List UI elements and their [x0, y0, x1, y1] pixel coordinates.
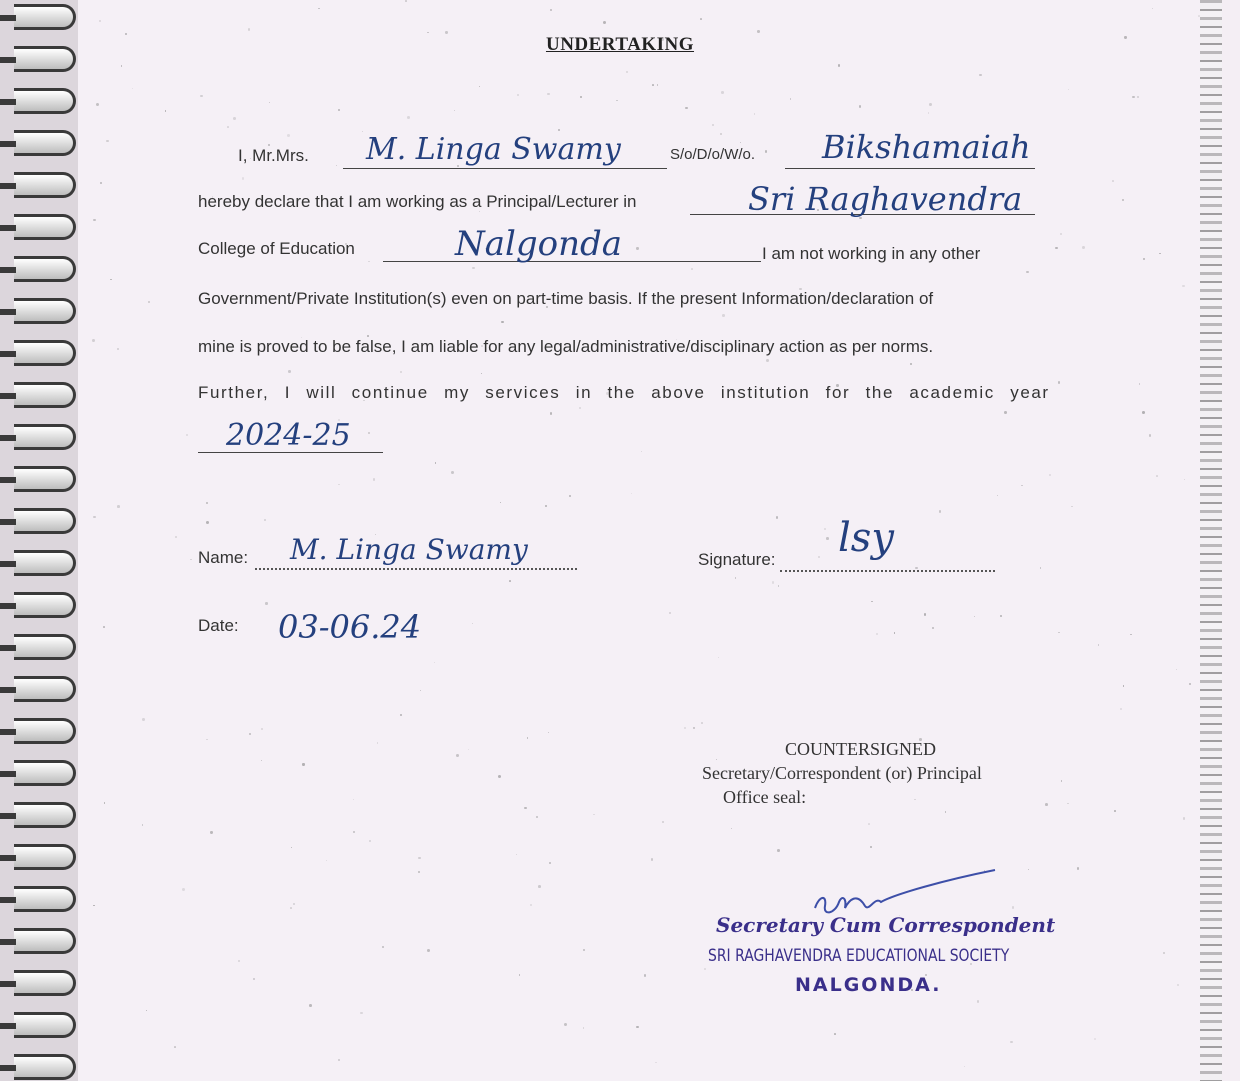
scan-speck — [1142, 411, 1145, 414]
parent-name-handwritten: Bikshamaiah — [822, 128, 1031, 166]
academic-year-handwritten: 2024-25 — [226, 418, 351, 453]
scan-speck — [186, 434, 188, 436]
scan-speck — [500, 502, 501, 503]
name-label: Name: — [198, 548, 249, 567]
binding-coil — [14, 718, 76, 744]
binding-coil — [14, 424, 76, 450]
date-label: Date: — [198, 616, 239, 635]
binding-coil — [14, 760, 76, 786]
binding-coil — [14, 886, 76, 912]
scan-speck — [626, 71, 627, 72]
scan-speck — [264, 519, 266, 521]
countersigned-by: Secretary/Correspondent (or) Principal — [702, 763, 982, 783]
scan-speck — [146, 1010, 147, 1011]
binding-coil — [14, 508, 76, 534]
seal-city: NALGONDA. — [795, 974, 942, 996]
scan-speck — [932, 627, 934, 629]
scan-speck — [945, 811, 946, 812]
scan-speck — [1012, 906, 1014, 908]
scan-speck — [1198, 15, 1200, 17]
scan-speck — [868, 823, 870, 825]
scan-speck — [468, 749, 469, 750]
scan-speck — [700, 18, 702, 20]
scan-speck — [693, 727, 694, 728]
scan-speck — [1122, 199, 1124, 201]
scan-speck — [757, 30, 760, 33]
binding-coil — [14, 676, 76, 702]
scan-speck — [288, 370, 291, 373]
scan-speck — [287, 134, 290, 137]
scan-speck — [894, 632, 895, 633]
scan-speck — [826, 537, 829, 540]
parent-underline — [785, 168, 1035, 169]
scan-speck — [200, 95, 202, 97]
scan-speck — [631, 493, 632, 494]
scan-speck — [548, 732, 549, 733]
place-handwritten: Nalgonda — [455, 224, 623, 264]
scan-speck — [720, 133, 722, 135]
scan-speck — [1123, 685, 1125, 687]
binding-coil — [14, 382, 76, 408]
scan-speck — [716, 759, 717, 760]
scan-speck — [360, 1012, 363, 1015]
scan-speck — [979, 74, 982, 77]
binding-coil — [14, 802, 76, 828]
scan-speck — [373, 478, 375, 480]
scan-speck — [210, 831, 212, 833]
scan-speck — [669, 612, 670, 613]
office-seal-label: Office seal: — [723, 787, 807, 807]
binding-coil — [14, 172, 76, 198]
binding-coil — [14, 88, 76, 114]
scan-speck — [96, 103, 99, 106]
binding-coil — [14, 592, 76, 618]
scan-speck — [685, 107, 687, 109]
scan-speck — [616, 100, 618, 102]
name-handwritten: M. Linga Swamy — [290, 533, 528, 566]
seal-organization: SRI RAGHAVENDRA EDUCATIONAL SOCIETY — [708, 946, 1010, 966]
declarant-name-handwritten: M. Linga Swamy — [366, 132, 621, 167]
scan-speck — [451, 471, 454, 474]
scan-speck — [418, 857, 420, 859]
scan-speck — [765, 150, 768, 153]
scan-speck — [636, 1026, 638, 1028]
signature-label: Signature: — [698, 550, 776, 569]
name-underline — [343, 168, 667, 169]
scan-speck — [377, 742, 378, 743]
scan-speck — [538, 885, 541, 888]
declaration-line-2: hereby declare that I am working as a Principal/Lecturer in — [198, 192, 637, 211]
scan-speck — [722, 314, 725, 317]
scan-speck — [405, 0, 407, 2]
scan-speck — [1112, 180, 1114, 182]
scan-speck — [834, 1033, 836, 1035]
scan-speck — [644, 974, 646, 976]
scan-speck — [400, 371, 402, 373]
page-edge — [1200, 0, 1222, 1081]
scan-speck — [99, 20, 101, 22]
scan-speck — [309, 1004, 312, 1007]
declaration-line-3-end: I am not working in any other — [762, 244, 981, 263]
declaration-line-4: Government/Private Institution(s) even on part-time basis. If the present Information/declaration of — [198, 289, 934, 308]
scan-speck — [549, 862, 551, 864]
scan-speck — [174, 1046, 176, 1048]
scan-speck — [427, 949, 430, 952]
binding-coil — [14, 970, 76, 996]
scan-speck — [928, 112, 929, 113]
binding-coil — [14, 844, 76, 870]
scan-speck — [593, 814, 594, 815]
name-dotted-line — [255, 568, 577, 570]
declaration-line-6: Further, I will continue my services in the above institution for the academic year — [198, 383, 1050, 402]
scan-speck — [636, 247, 638, 249]
scan-speck — [1098, 644, 1100, 646]
scan-speck — [657, 84, 659, 86]
scan-speck — [964, 1066, 965, 1067]
scan-speck — [1000, 615, 1002, 617]
scan-speck — [148, 301, 150, 303]
relation-label: S/o/D/o/W/o. — [670, 146, 756, 163]
scan-speck — [579, 407, 581, 409]
college-of-education-label: College of Education — [198, 239, 355, 258]
scan-speck — [517, 94, 519, 96]
scan-speck — [265, 602, 267, 604]
scan-speck — [227, 126, 229, 128]
scan-speck — [1189, 683, 1191, 685]
scan-speck — [93, 905, 94, 906]
scan-speck — [524, 807, 526, 809]
binding-coil — [14, 298, 76, 324]
scan-speck — [704, 968, 706, 970]
scan-speck — [974, 616, 975, 617]
scan-speck — [481, 373, 482, 374]
scan-speck — [498, 775, 501, 778]
binding-coil — [14, 634, 76, 660]
declarant-prefix: I, Mr.Mrs. — [238, 146, 309, 165]
scan-speck — [1143, 258, 1144, 259]
scan-speck — [182, 888, 185, 891]
scan-speck — [242, 177, 245, 180]
scan-speck — [1156, 475, 1158, 477]
scan-speck — [117, 348, 119, 350]
scan-speck — [924, 613, 927, 616]
scan-speck — [302, 763, 304, 765]
scan-speck — [233, 117, 236, 120]
countersigned-heading: COUNTERSIGNED — [785, 739, 936, 759]
scan-speck — [859, 105, 862, 108]
binding-coil — [14, 4, 76, 30]
scan-speck — [603, 21, 606, 24]
scan-speck — [435, 462, 436, 463]
scan-speck — [1137, 96, 1139, 98]
scan-speck — [427, 32, 428, 33]
signature-dotted-line — [780, 570, 995, 572]
scan-speck — [382, 946, 384, 948]
signature-handwritten: lsy — [838, 515, 894, 561]
binding-coil — [14, 130, 76, 156]
scan-speck — [910, 363, 912, 365]
scan-speck — [1082, 246, 1085, 249]
scan-speck — [290, 907, 292, 909]
scan-speck — [583, 949, 585, 951]
scan-speck — [701, 722, 703, 724]
binding-coil — [14, 928, 76, 954]
scan-speck — [121, 65, 123, 67]
scan-speck — [1004, 411, 1007, 414]
scan-speck — [721, 91, 724, 94]
seal-title: Secretary Cum Correspondent — [716, 913, 1056, 937]
college-name-handwritten: Sri Raghavendra — [748, 180, 1023, 218]
declaration-line-5: mine is proved to be false, I am liable for any legal/administrative/disciplinary action as per norms. — [198, 337, 934, 356]
scan-speck — [93, 516, 95, 518]
binding-coil — [14, 1012, 76, 1038]
binding-coil — [14, 466, 76, 492]
scan-speck — [142, 824, 144, 826]
binding-coil — [14, 214, 76, 240]
scan-speck — [106, 140, 108, 142]
scan-speck — [93, 219, 95, 221]
scan-speck — [1130, 634, 1131, 635]
scan-speck — [914, 799, 915, 800]
scan-speck — [1114, 810, 1116, 812]
scan-speck — [456, 754, 459, 757]
scan-speck — [778, 585, 780, 587]
binding-coil — [14, 256, 76, 282]
scan-speck — [407, 116, 410, 119]
binding-coil — [14, 1054, 76, 1080]
document-title: UNDERTAKING — [545, 34, 695, 55]
scan-speck — [338, 109, 340, 111]
scan-speck — [516, 854, 517, 855]
scan-speck — [766, 359, 769, 362]
scan-speck — [117, 505, 120, 508]
binding-coil — [14, 340, 76, 366]
scan-speck — [731, 828, 732, 829]
scan-speck — [318, 8, 320, 10]
scan-speck — [418, 871, 420, 873]
binding-coil — [14, 550, 76, 576]
scan-speck — [369, 840, 371, 842]
scan-speck — [326, 860, 327, 861]
spiral-binding — [0, 0, 78, 1081]
scan-speck — [142, 718, 145, 721]
date-handwritten: 03-06.24 — [278, 608, 422, 646]
scan-speck — [434, 662, 435, 663]
scan-speck — [1026, 271, 1028, 273]
